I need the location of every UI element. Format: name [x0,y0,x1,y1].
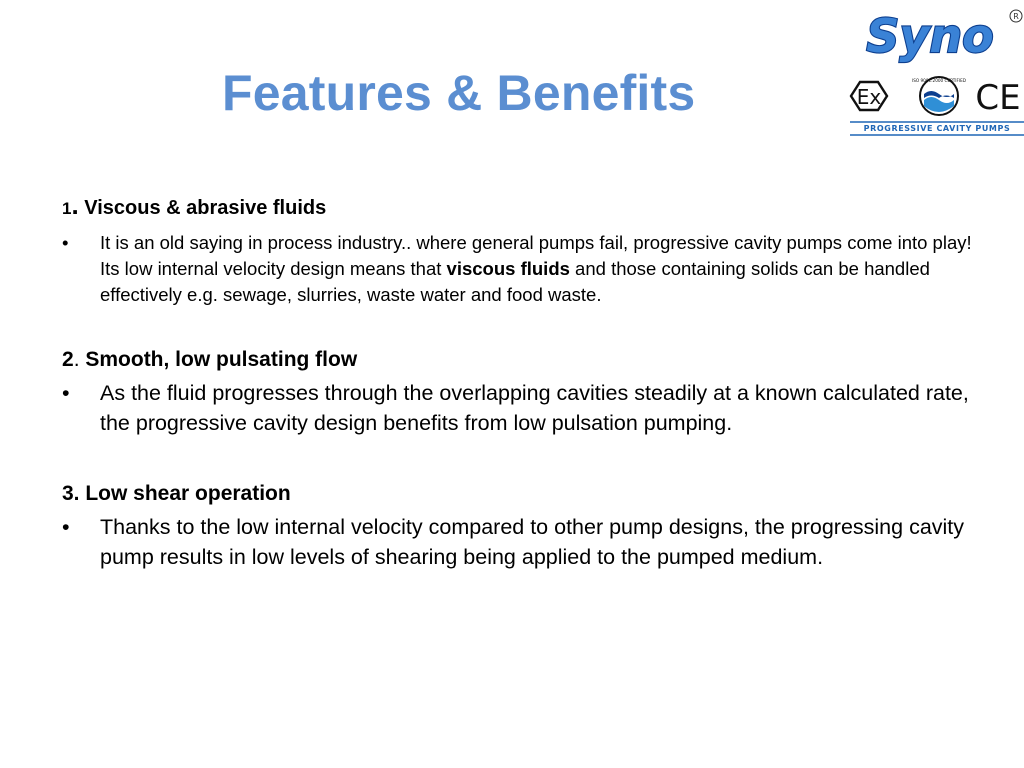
bullet-smooth-flow: • As the fluid progresses through the overlapping cavities steadily at a known calculated rate, the progressive cavity design benefits from low pulsation pumping. [62,378,992,438]
section-number: 2 [62,348,74,371]
section-number: 1 [62,199,72,218]
section-number-dot: . [71,190,79,220]
section-heading-viscous [62,190,992,220]
brand-wordmark: Syno [866,9,994,63]
slide-content [62,190,992,572]
ce-mark: CE [975,78,1021,118]
bullet-viscous [62,230,992,308]
section-title: Smooth, low pulsating flow [85,348,358,371]
section-title: Viscous & abrasive fluids [84,197,327,219]
registered-mark: R [1013,12,1019,21]
iso-certified-badge [912,77,966,115]
section-heading-low-shear: 3. Low shear operation [62,482,291,505]
section-heading-smooth-flow [62,348,992,372]
bullet-text-continued: and those containing solids can be handled effectively e.g. sewage, slurries, waste water and food waste. [100,258,930,305]
bullet-low-shear: • Thanks to the low internal velocity compared to other pump designs, the progressing cavity pump results in low levels of shearing being applied to the pumped medium. [62,512,992,572]
bullet-text: It is an old saying in process industry.. where general pumps fail, progressive cavity pumps come into play! Its low internal velocity design means that [100,232,972,279]
section-number-dot: . [73,348,86,371]
syno-logo [846,8,1024,140]
slide-title: Features & Benefits [222,65,696,121]
iso-certification-text: ISO 9001:2000 CERTIFIED [911,78,967,83]
logo-tagline: PROGRESSIVE CAVITY PUMPS [863,124,1011,133]
bullet-emphasis: viscous fluids [446,258,570,279]
ex-mark: Ex [856,85,882,109]
